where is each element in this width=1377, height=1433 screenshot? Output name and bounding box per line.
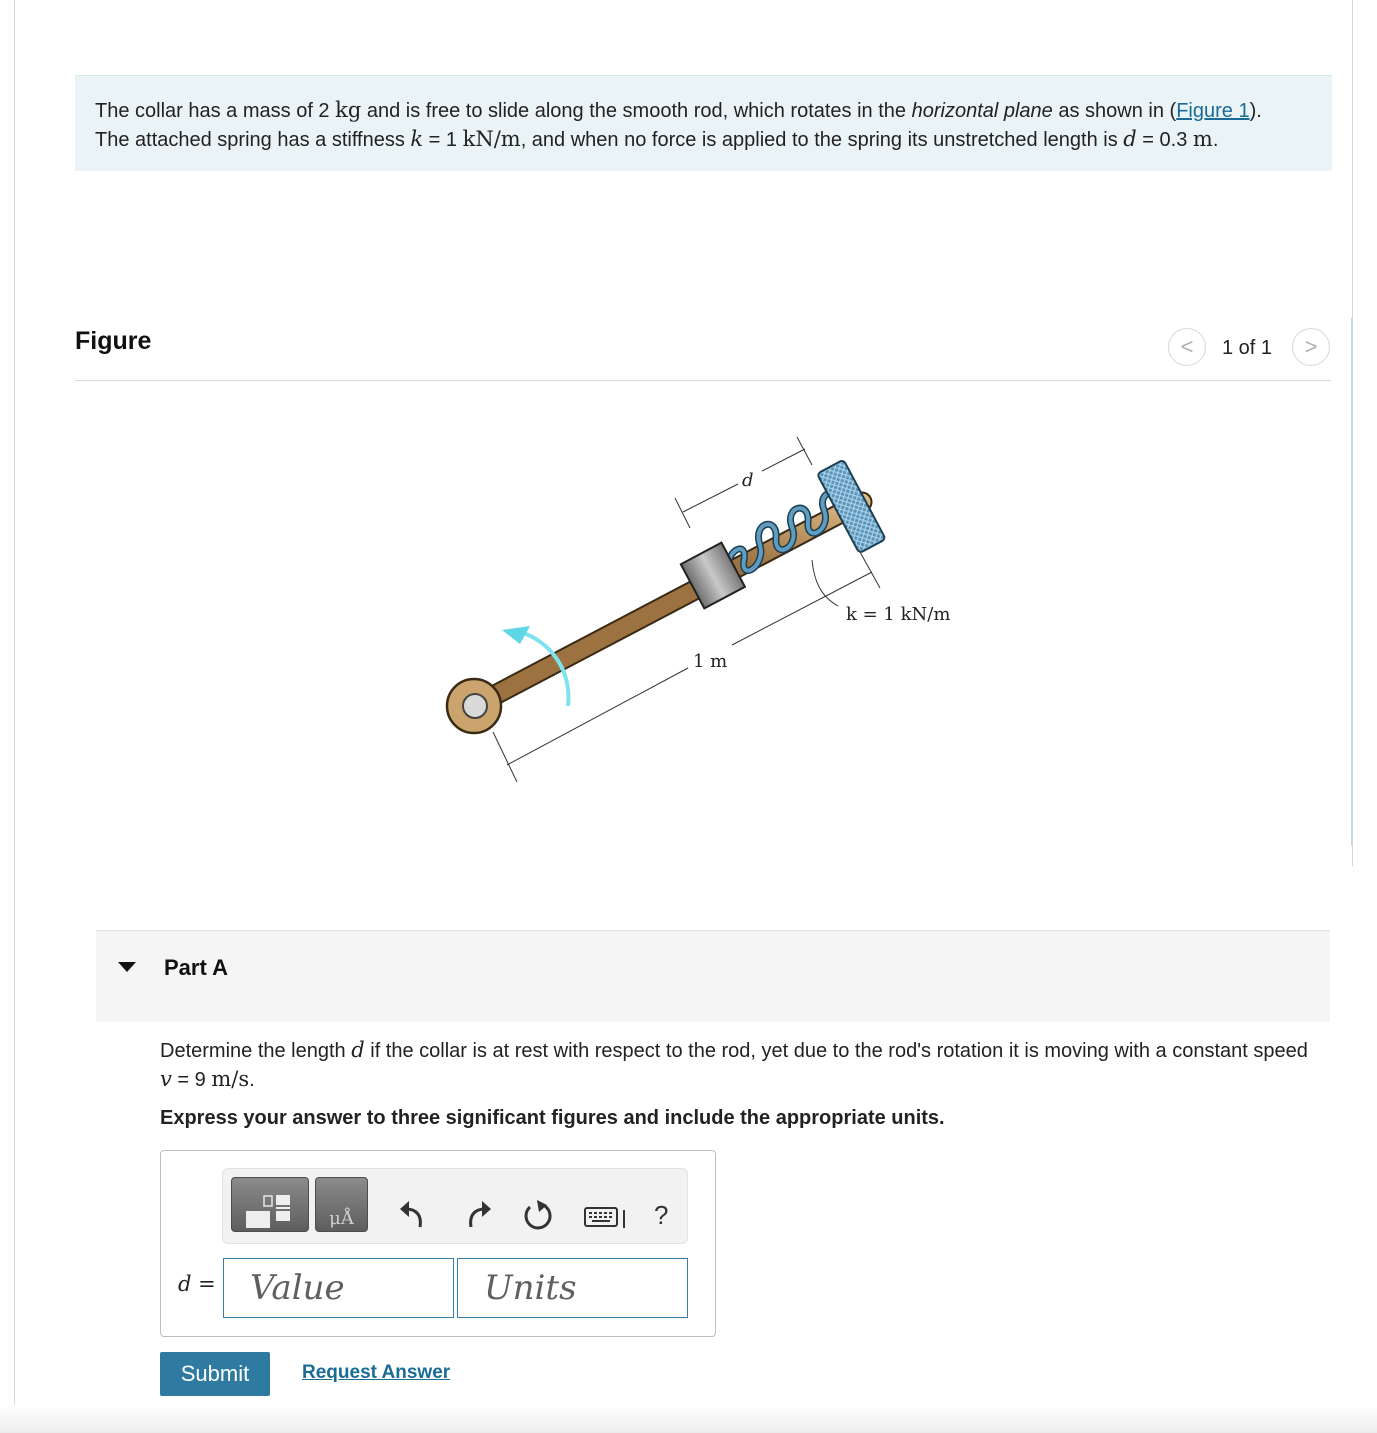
k-unit: kN/m: [462, 127, 521, 151]
next-figure-button[interactable]: >: [1292, 328, 1330, 366]
end-plate: [817, 460, 886, 554]
reset-icon[interactable]: [521, 1197, 555, 1233]
left-border: [14, 0, 15, 1433]
k-leader: [812, 560, 838, 606]
templates-button[interactable]: [231, 1177, 309, 1232]
answer-instruction: Express your answer to three significant figures and include the appropriate units.: [160, 1107, 945, 1129]
units-symbols-button[interactable]: [315, 1177, 368, 1232]
figure-link[interactable]: Figure 1: [1176, 100, 1250, 122]
figure-pager: [1168, 328, 1331, 368]
k-symbol: k: [410, 127, 424, 151]
k-label: k = 1 kN/m: [846, 604, 951, 625]
answer-variable-label: [178, 1272, 216, 1297]
keyboard-icon[interactable]: [583, 1205, 631, 1231]
figure-count: 1 of 1: [1222, 337, 1273, 359]
v-symbol: v: [160, 1067, 172, 1091]
text: if the collar is at rest with respect to the rod, yet due to the rod's rotation it is moving with a constant speed: [364, 1040, 1308, 1062]
bottom-shadow: [0, 1405, 1377, 1433]
text: = 0.3: [1136, 129, 1193, 151]
request-answer-link[interactable]: Request Answer: [302, 1362, 451, 1383]
figure-divider: [75, 380, 1331, 381]
figure-title: Figure: [75, 327, 152, 355]
mass-unit: kg: [335, 98, 362, 122]
templates-icon: [232, 1178, 308, 1231]
redo-icon[interactable]: [463, 1197, 493, 1231]
text: Determine the length: [160, 1040, 352, 1062]
undo-icon[interactable]: [398, 1197, 428, 1231]
part-a-header[interactable]: [96, 930, 1330, 1022]
collapse-triangle-icon[interactable]: [118, 962, 136, 972]
length-label: 1 m: [693, 651, 728, 672]
scrollbar[interactable]: [1351, 318, 1353, 846]
pivot-pin: [463, 694, 487, 718]
text: The attached spring has a stiffness: [95, 129, 411, 151]
collar-rod-figure: [420, 420, 1000, 800]
text: .: [1212, 129, 1219, 151]
text: , and when no force is applied to the spring its unstretched length is: [520, 129, 1124, 151]
speed-unit: m/s: [211, 1067, 250, 1091]
text: = 9: [171, 1069, 212, 1091]
d-label: d: [742, 470, 754, 491]
units-symbols-label: μÅ: [329, 1208, 354, 1229]
part-a-question: [160, 1036, 1320, 1094]
d-symbol: d: [1123, 127, 1137, 151]
text: and is free to slide along the smooth rod, which rotates in the: [361, 100, 912, 122]
d-symbol: d: [351, 1038, 365, 1062]
rod: [474, 502, 862, 706]
text: = 1: [423, 129, 463, 151]
text-italic: horizontal plane: [911, 100, 1053, 122]
text: ).: [1249, 100, 1262, 122]
d-unit: m: [1192, 127, 1213, 151]
prev-figure-button[interactable]: <: [1168, 328, 1206, 366]
help-button[interactable]: ?: [654, 1200, 669, 1230]
part-a-title: Part A: [164, 955, 228, 980]
text: as shown in (: [1052, 100, 1177, 122]
value-input[interactable]: [223, 1258, 454, 1318]
units-input[interactable]: [457, 1258, 688, 1318]
problem-statement: [75, 75, 1332, 171]
submit-button[interactable]: Submit: [160, 1352, 270, 1396]
text: The collar has a mass of 2: [95, 100, 336, 122]
text: .: [249, 1069, 255, 1091]
answer-label: d =: [178, 1272, 216, 1296]
